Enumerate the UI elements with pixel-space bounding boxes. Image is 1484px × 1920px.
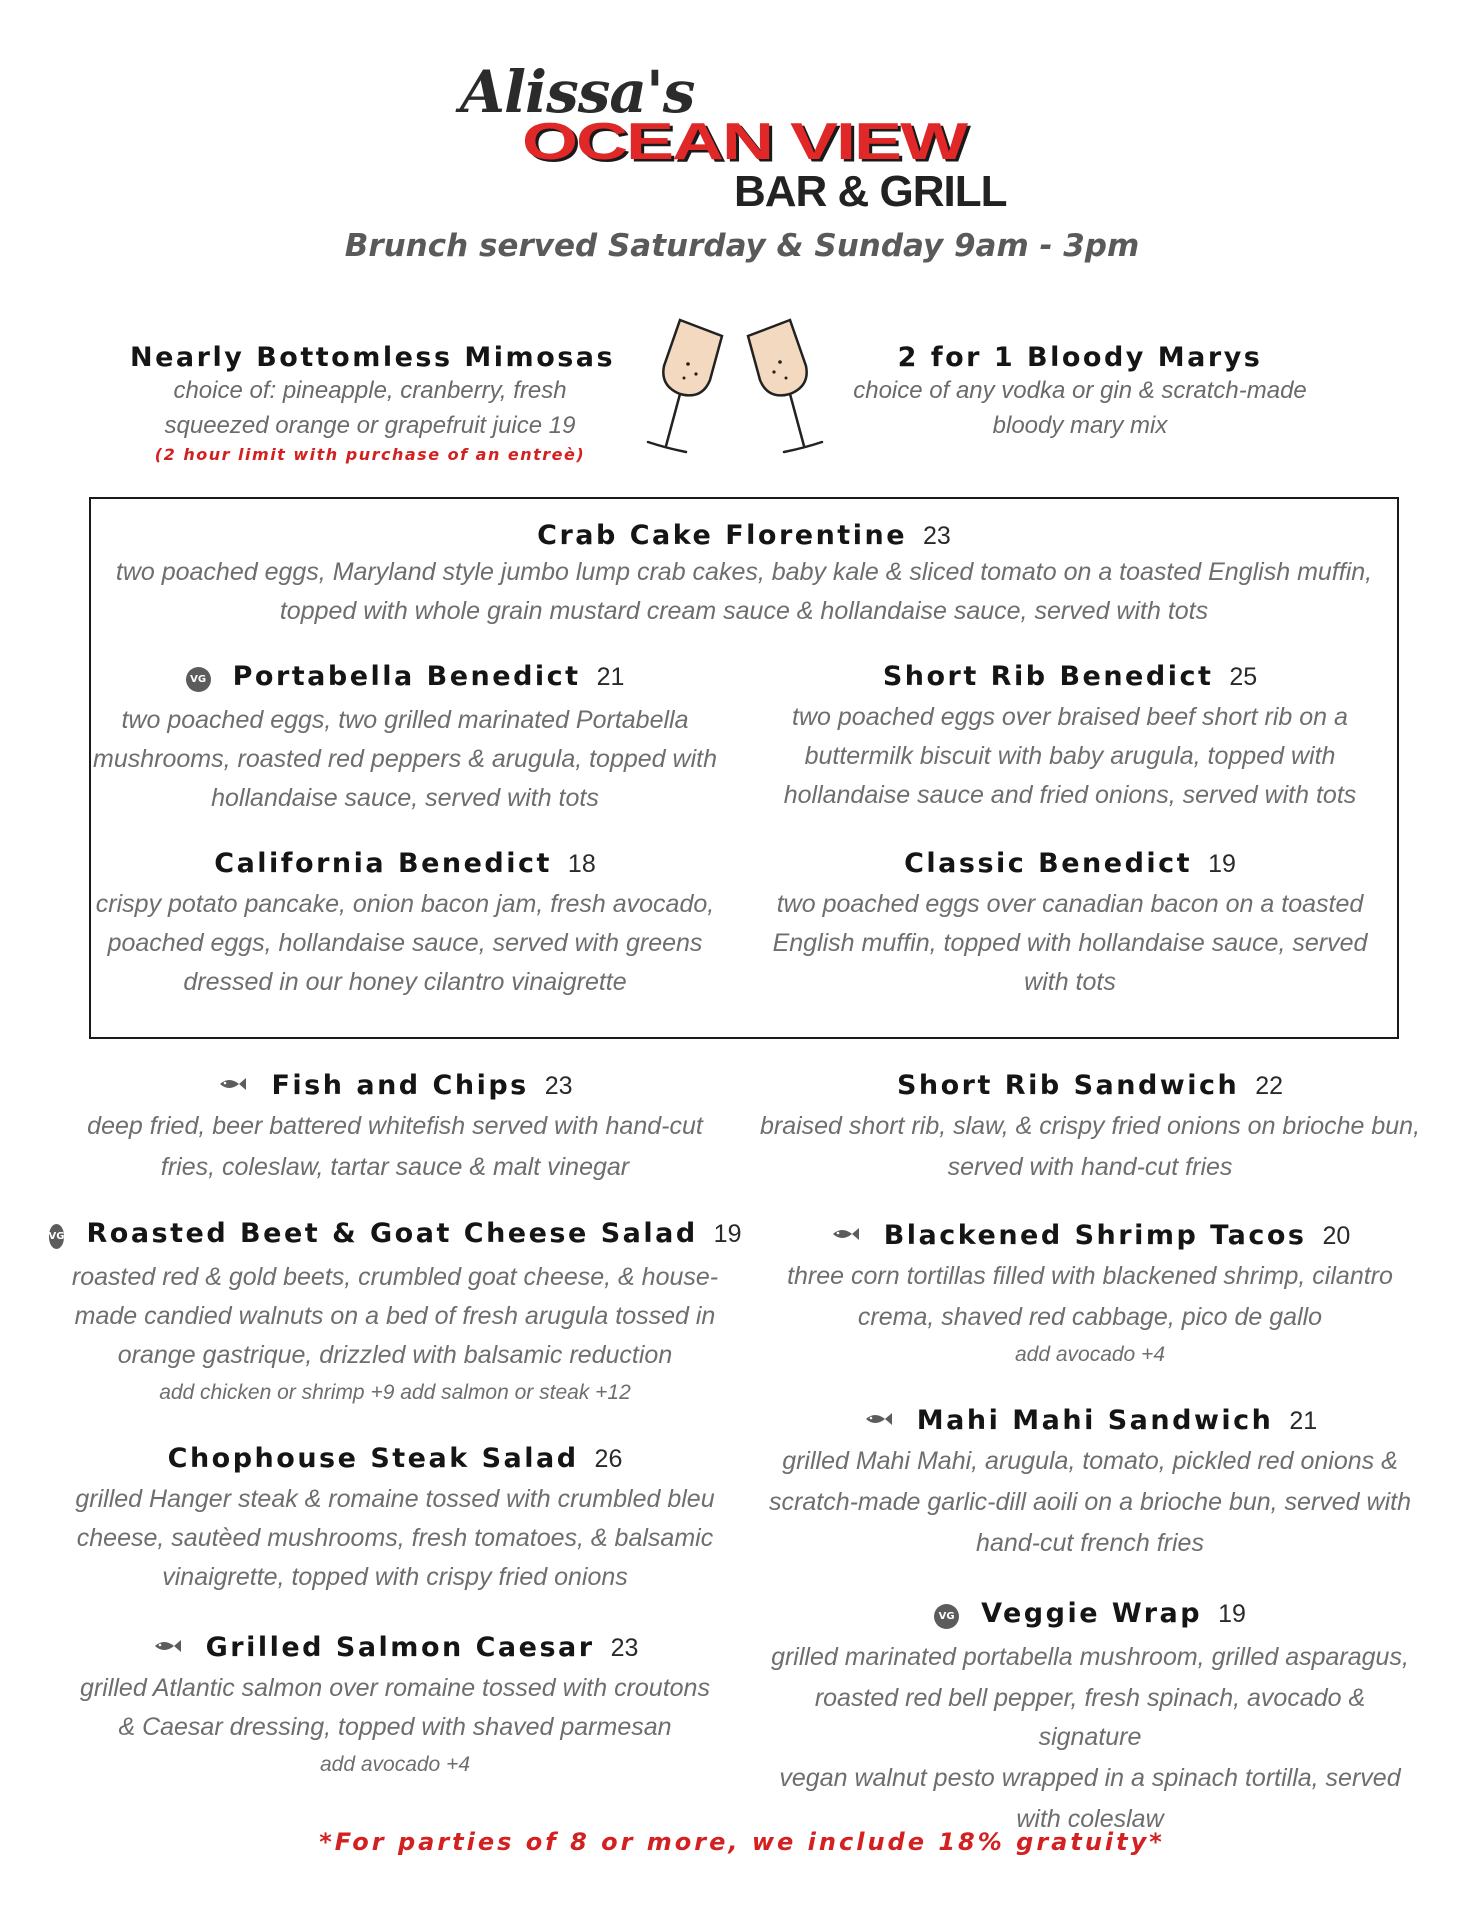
item-desc-line: hand-cut french fries [976, 1529, 1204, 1557]
menu-item-mahi-mahi-sandwich [760, 1405, 1420, 1563]
item-price: 25 [1229, 663, 1258, 691]
item-name: Roasted Beet & Goat Cheese Salad [86, 1218, 698, 1249]
item-desc-line: grilled marinated portabella mushroom, grilled asparagus, [771, 1643, 1409, 1671]
menu-item-veggie-wrap [760, 1598, 1420, 1839]
item-desc-line: two poached eggs, Maryland style jumbo lump crab cakes, baby kale & sliced tomato on a toasted English muffin, [115, 558, 1373, 586]
drink-mimosas [130, 342, 616, 464]
menu-item-grilled-salmon-caesar [70, 1632, 720, 1783]
item-price: 23 [544, 1072, 573, 1100]
item-name: California Benedict [214, 848, 552, 879]
item-desc-line: two poached eggs over canadian bacon on a toasted [776, 890, 1364, 918]
menu-item-chophouse-steak-salad [70, 1443, 720, 1597]
item-price: 20 [1322, 1222, 1351, 1250]
item-add-on: add avocado +4 [319, 1753, 471, 1776]
drink-desc-line: squeezed orange or grapefruit juice 19 [164, 412, 576, 439]
menu-item-roasted-beet-salad [48, 1218, 742, 1411]
drink-bloody-marys [830, 342, 1330, 443]
item-desc-line: crema, shaved red cabbage, pico de gallo [857, 1303, 1323, 1331]
item-desc-line: with tots [1024, 968, 1116, 996]
item-price: 19 [1208, 850, 1236, 878]
brunch-hours: Brunch served Saturday & Sunday 9am - 3pm [344, 228, 1140, 264]
drink-desc-line: choice of any vodka or gin & scratch-made [853, 377, 1307, 404]
vegan-badge-icon: VG [186, 667, 211, 692]
gratuity-notice: *For parties of 8 or more, we include 18% gratuity* [319, 1828, 1165, 1856]
item-desc-line: orange gastrique, drizzled with balsamic reduction [117, 1341, 673, 1369]
item-desc-line: hollandaise sauce, served with tots [211, 784, 599, 812]
fish-icon [830, 1226, 860, 1242]
menu-item-portabella-benedict [90, 661, 720, 818]
champagne-glasses-icon [640, 308, 830, 468]
item-name: Chophouse Steak Salad [167, 1443, 579, 1474]
drink-title: 2 for 1 Bloody Marys [897, 342, 1263, 373]
logo-bar-grill-text: BAR & GRILL [734, 167, 1007, 216]
menu-item-california-benedict [90, 848, 720, 1002]
item-name: Portabella Benedict [232, 661, 581, 692]
drink-limit-note: (2 hour limit with purchase of an entreè) [154, 445, 586, 464]
item-name: Short Rib Benedict [882, 661, 1214, 692]
fish-icon [152, 1638, 182, 1654]
item-name: Classic Benedict [904, 848, 1193, 879]
item-desc-line: poached eggs, hollandaise sauce, served with greens [107, 929, 703, 957]
item-desc-line: grilled Hanger steak & romaine tossed with crumbled bleu [75, 1485, 715, 1513]
item-desc-line: mushrooms, roasted red peppers & arugula, topped with [93, 745, 717, 773]
item-desc-line: grilled Atlantic salmon over romaine tossed with croutons [80, 1674, 710, 1702]
drink-desc-line: bloody mary mix [992, 412, 1168, 439]
item-desc-line: braised short rib, slaw, & crispy fried onions on brioche bun, [759, 1112, 1421, 1140]
restaurant-logo [450, 58, 1010, 218]
logo-script-text: Alissa's [460, 58, 695, 126]
item-desc-line: scratch-made garlic-dill aoili on a brioche bun, served with [769, 1488, 1411, 1516]
item-price: 23 [923, 522, 951, 550]
item-desc-line: dressed in our honey cilantro vinaigrette [183, 968, 627, 996]
item-price: 18 [567, 850, 596, 878]
menu-item-crab-cake-florentine [90, 520, 1398, 631]
item-desc-line: roasted red bell pepper, fresh spinach, avocado & signature [814, 1684, 1366, 1751]
item-add-on: add chicken or shrimp +9 add salmon or steak +12 [159, 1381, 631, 1404]
vegan-badge-icon: VG [49, 1224, 65, 1249]
item-name: Grilled Salmon Caesar [205, 1632, 595, 1663]
item-price: 22 [1255, 1072, 1284, 1100]
menu-item-short-rib-benedict [760, 661, 1380, 815]
item-name: Veggie Wrap [981, 1598, 1203, 1629]
item-desc-line: topped with whole grain mustard cream sauce & hollandaise sauce, served with tots [279, 597, 1209, 625]
fish-icon [863, 1411, 893, 1427]
item-price: 23 [610, 1634, 639, 1662]
item-price: 26 [594, 1445, 623, 1473]
item-desc-line: vinaigrette, topped with crispy fried onions [162, 1563, 628, 1591]
item-desc-line: three corn tortillas filled with blackened shrimp, cilantro [787, 1262, 1393, 1290]
item-desc-line: hollandaise sauce and fried onions, served with tots [783, 781, 1357, 809]
item-desc-line: & Caesar dressing, topped with shaved parmesan [118, 1713, 672, 1741]
menu-item-short-rib-sandwich [750, 1070, 1430, 1187]
item-desc-line: made candied walnuts on a bed of fresh arugula tossed in [74, 1302, 716, 1330]
item-desc-line: vegan walnut pesto wrapped in a spinach tortilla, served [779, 1764, 1401, 1792]
item-desc-line: grilled Mahi Mahi, arugula, tomato, pickled red onions & [782, 1447, 1398, 1475]
menu-item-classic-benedict [760, 848, 1380, 1002]
item-name: Fish and Chips [271, 1070, 529, 1101]
item-desc-line: with coleslaw [1016, 1805, 1164, 1833]
item-name: Short Rib Sandwich [896, 1070, 1240, 1101]
item-name: Crab Cake Florentine [537, 520, 908, 551]
drink-desc-line: choice of: pineapple, cranberry, fresh [173, 377, 567, 404]
item-name: Blackened Shrimp Tacos [883, 1220, 1307, 1251]
item-desc-line: crispy potato pancake, onion bacon jam, fresh avocado, [95, 890, 715, 918]
fish-icon [217, 1076, 247, 1092]
menu-item-blackened-shrimp-tacos [760, 1220, 1420, 1373]
item-desc-line: two poached eggs, two grilled marinated Portabella [121, 706, 689, 734]
item-desc-line: deep fried, beer battered whitefish served with hand-cut [87, 1112, 703, 1140]
item-desc-line: buttermilk biscuit with baby arugula, topped with [804, 742, 1336, 770]
item-price: 19 [1218, 1600, 1246, 1628]
item-desc-line: fries, coleslaw, tartar sauce & malt vinegar [160, 1153, 630, 1181]
item-add-on: add avocado +4 [1014, 1343, 1166, 1366]
vegan-badge-icon: VG [934, 1604, 959, 1629]
item-price: 19 [713, 1220, 742, 1248]
item-desc-line: roasted red & gold beets, crumbled goat cheese, & house- [71, 1263, 719, 1291]
drink-title: Nearly Bottomless Mimosas [130, 342, 616, 373]
item-desc-line: English muffin, topped with hollandaise sauce, served [772, 929, 1368, 957]
item-desc-line: served with hand-cut fries [947, 1153, 1233, 1181]
menu-item-fish-and-chips [70, 1070, 720, 1187]
item-desc-line: two poached eggs over braised beef short rib on a [792, 703, 1348, 731]
item-desc-line: cheese, sautèed mushrooms, fresh tomatoes, & balsamic [76, 1524, 714, 1552]
item-price: 21 [596, 663, 625, 691]
item-name: Mahi Mahi Sandwich [916, 1405, 1274, 1436]
logo-ocean-view-text: OCEAN VIEW [522, 113, 967, 171]
item-price: 21 [1289, 1407, 1318, 1435]
